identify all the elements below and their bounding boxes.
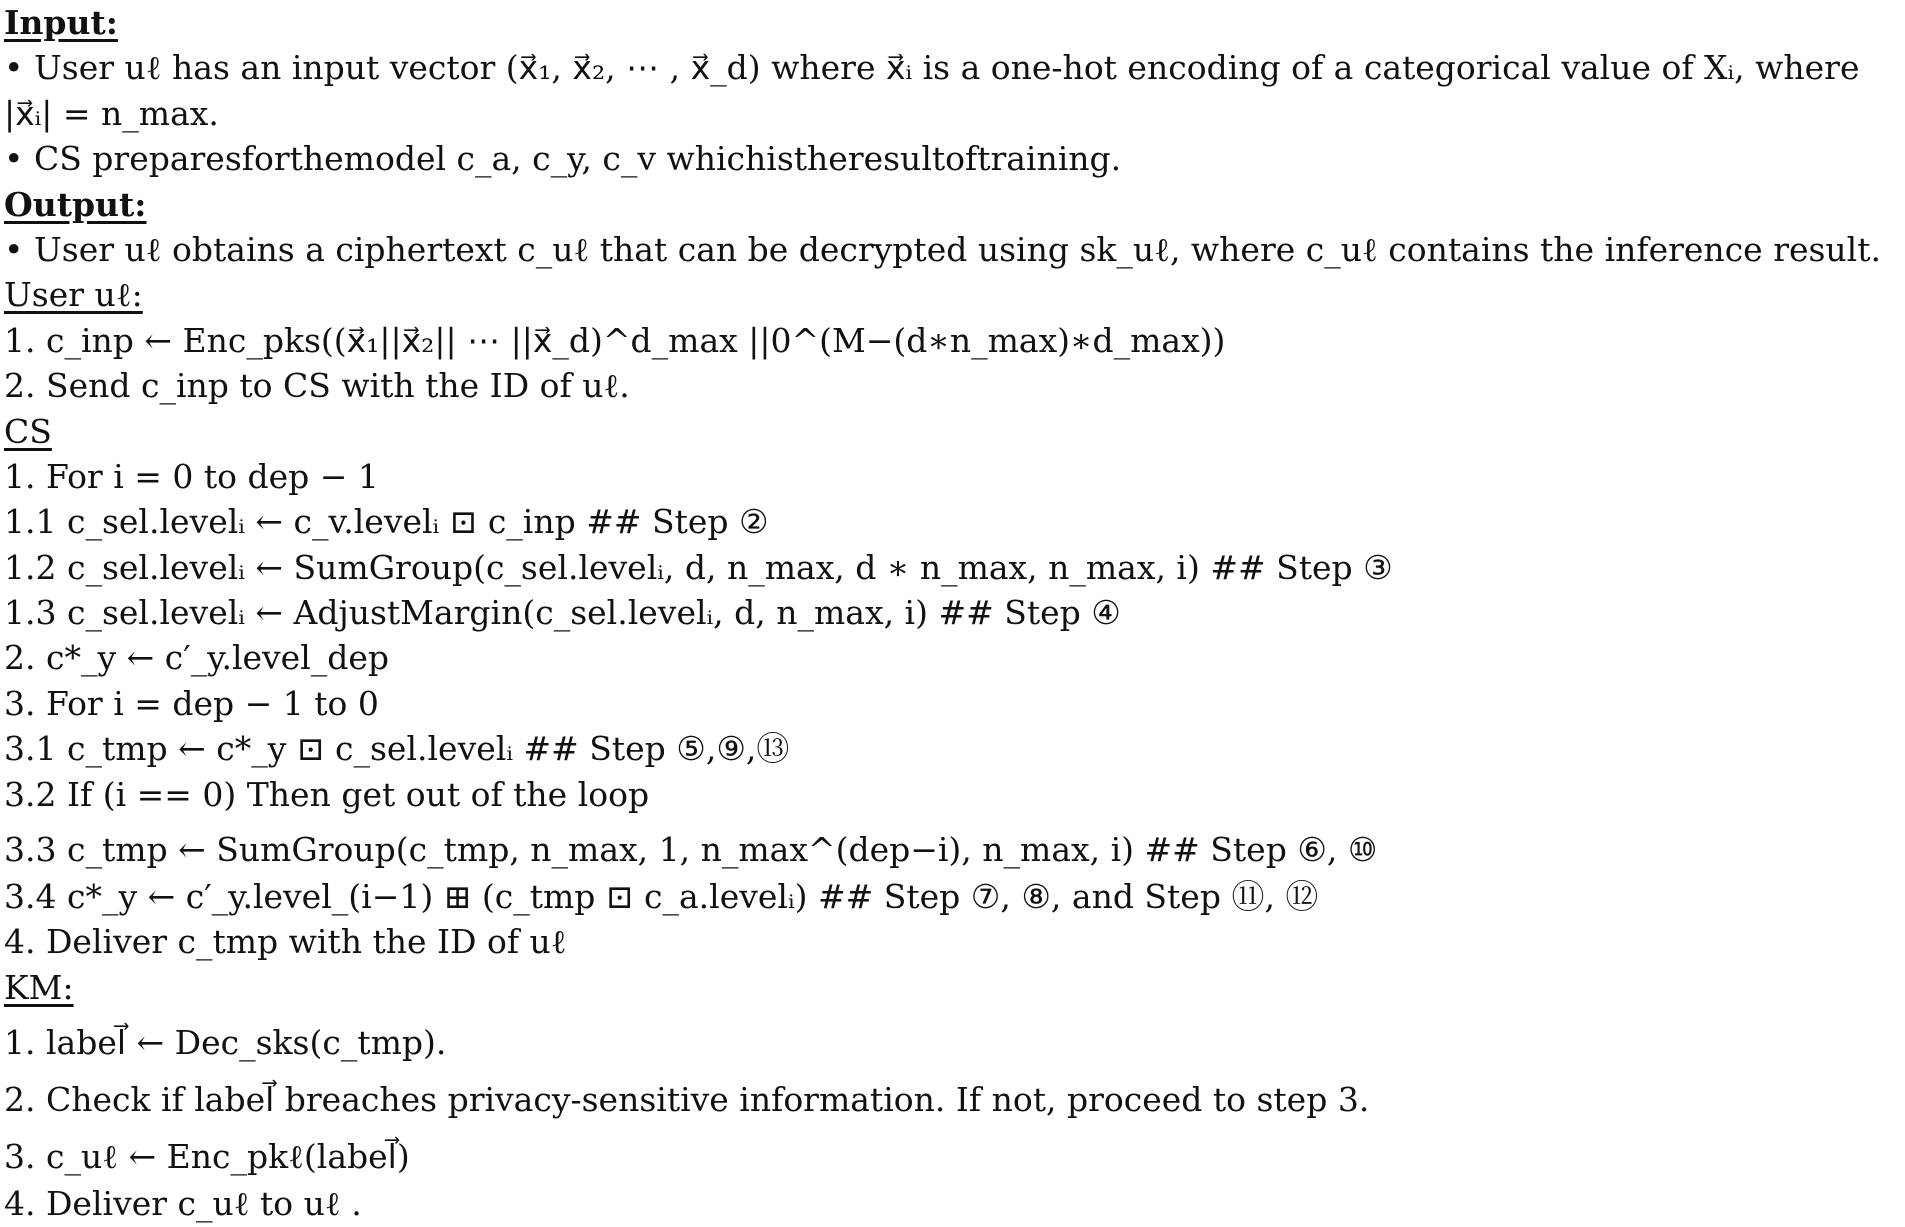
km-step-2: 2. Check if label⃗ breaches privacy-sensitive information. If not, proceed to step 3. [4,1080,1370,1120]
km-step-4: 4. Deliver c_uℓ to uℓ . [4,1184,362,1224]
line-15 [4,681,1905,726]
km-heading: KM: [4,967,74,1007]
output-heading: Output: [4,184,147,224]
line-19 [4,874,1905,919]
line-6 [4,272,1905,317]
line-0 [4,0,1905,45]
cs-step-3-1: 3.1 c_tmp ← c*_y ⊡ c_sel.levelᵢ ## Step ⑤,⑨,⑬ [4,729,790,769]
line-23 [4,1067,1905,1124]
line-7 [4,318,1905,363]
line-24 [4,1124,1905,1181]
cs-step-1: 1. For i = 0 to dep − 1 [4,456,379,496]
line-17 [4,772,1905,817]
km-step-3: 3. c_uℓ ← Enc_pkℓ(label⃗) [4,1137,410,1177]
line-5 [4,227,1905,272]
line-11 [4,499,1905,544]
cs-step-2: 2. c*_y ← c′_y.level_dep [4,638,390,678]
output-bullet-user: • User uℓ obtains a ciphertext c_uℓ that can be decrypted using sk_uℓ, where c_uℓ contains the inference result. [4,229,1881,269]
cs-step-3-3: 3.3 c_tmp ← SumGroup(c_tmp, n_max, 1, n_max^(dep−i), n_max, i) ## Step ⑥, ⑩ [4,830,1378,870]
line-13 [4,590,1905,635]
line-4 [4,182,1905,227]
cs-step-1-3: 1.3 c_sel.levelᵢ ← AdjustMargin(c_sel.levelᵢ, d, n_max, i) ## Step ④ [4,593,1121,633]
line-25 [4,1181,1905,1226]
user-heading: User uℓ: [4,275,143,315]
line-20 [4,919,1905,964]
line-12 [4,545,1905,590]
line-10 [4,454,1905,499]
input-bullet-cs: • CS preparesforthemodel c_a, c_y, c_v whichistheresultoftraining. [4,139,1122,179]
line-18 [4,817,1905,874]
line-2 [4,91,1905,136]
line-3 [4,136,1905,181]
user-step-2: 2. Send c_inp to CS with the ID of uℓ. [4,366,630,406]
cs-step-4: 4. Deliver c_tmp with the ID of uℓ [4,922,567,962]
km-step-1: 1. label⃗ ← Dec_sks(c_tmp). [4,1023,447,1063]
cs-step-1-1: 1.1 c_sel.levelᵢ ← c_v.levelᵢ ⊡ c_inp ## Step ② [4,502,769,542]
input-heading: Input: [4,3,118,42]
line-21 [4,965,1905,1010]
cs-step-3: 3. For i = dep − 1 to 0 [4,683,379,723]
line-14 [4,635,1905,680]
line-9 [4,409,1905,454]
input-bullet-user-cont: |x⃗ᵢ| = n_max. [4,93,219,133]
user-step-1: 1. c_inp ← Enc_pks((x⃗₁||x⃗₂|| ⋯ ||x⃗_d)^d_max ||0^(M−(d∗n_max)∗d_max)) [4,320,1226,360]
line-1 [4,45,1905,90]
cs-step-1-2: 1.2 c_sel.levelᵢ ← SumGroup(c_sel.levelᵢ, d, n_max, d ∗ n_max, n_max, i) ## Step ③ [4,547,1393,587]
cs-heading: CS [4,411,52,451]
line-22 [4,1010,1905,1067]
cs-step-3-4: 3.4 c*_y ← c′_y.level_(i−1) ⊞ (c_tmp ⊡ c_a.levelᵢ) ## Step ⑦, ⑧, and Step ⑪, ⑫ [4,877,1319,917]
cs-step-3-2: 3.2 If (i == 0) Then get out of the loop [4,774,650,814]
input-bullet-user: • User uℓ has an input vector (x⃗₁, x⃗₂, ⋯ , x⃗_d) where x⃗ᵢ is a one-hot encoding of a categorical value of Xᵢ, where [4,48,1860,88]
line-8 [4,363,1905,408]
line-16 [4,726,1905,771]
